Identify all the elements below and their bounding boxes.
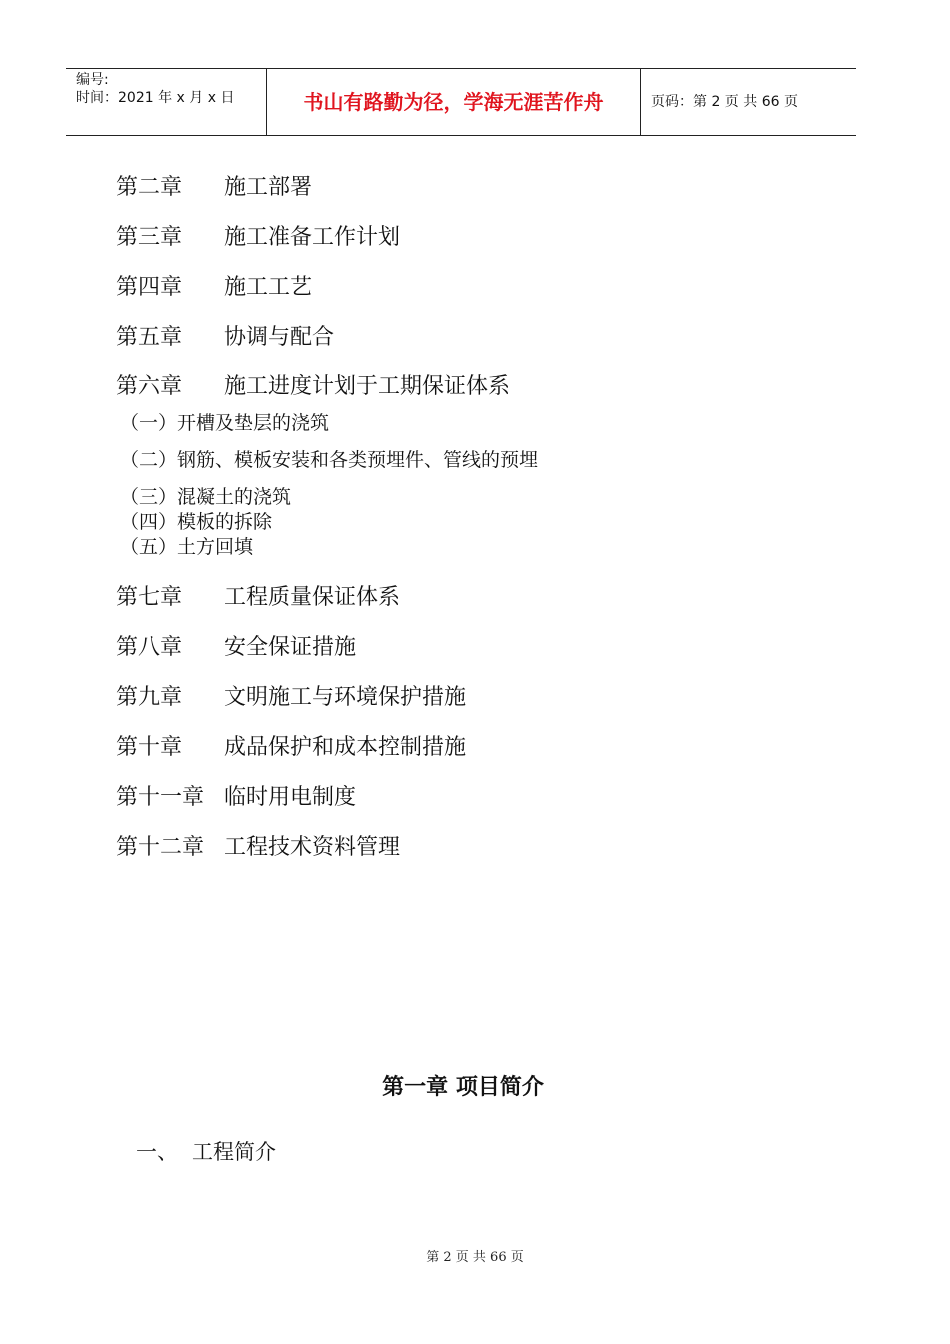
toc-subitem: （一）开槽及垫层的浇筑 <box>120 412 330 434</box>
toc-title: 施工准备工作计划 <box>224 225 401 250</box>
toc-subitem: （二）钢筋、模板安装和各类预埋件、管线的预埋 <box>120 449 539 471</box>
toc-chapter: 第十一章 <box>116 785 205 810</box>
toc-chapter: 第九章 <box>116 685 183 710</box>
toc-chapter: 第三章 <box>116 225 183 250</box>
header-page-info: 页码：第 2 页 共 66 页 <box>651 94 798 110</box>
toc-subitem: （三）混凝土的浇筑 <box>120 486 292 508</box>
time-label: 时间：2021 年 x 月 x 日 <box>76 90 235 106</box>
toc-title: 成品保护和成本控制措施 <box>224 735 467 760</box>
toc-title: 临时用电制度 <box>224 785 357 810</box>
toc-title: 施工进度计划于工期保证体系 <box>224 374 511 399</box>
toc-item <box>116 220 400 251</box>
section-number: 一、 <box>136 1140 178 1164</box>
toc-item <box>116 369 510 400</box>
toc-item <box>116 630 356 661</box>
toc-item <box>116 170 312 201</box>
toc-chapter: 第十二章 <box>116 835 205 860</box>
header-meta <box>66 69 267 135</box>
toc-item <box>116 320 334 351</box>
toc-title: 协调与配合 <box>224 325 335 350</box>
toc-title: 施工部署 <box>224 175 313 200</box>
section-heading <box>136 1136 276 1166</box>
toc-title: 工程质量保证体系 <box>224 585 401 610</box>
section-title: 工程简介 <box>192 1140 276 1164</box>
serial-label: 编号: <box>76 72 109 88</box>
toc-chapter: 第五章 <box>116 325 183 350</box>
chapter-heading: 第一章 项目简介 <box>382 1075 544 1100</box>
toc-title: 文明施工与环境保护措施 <box>224 685 467 710</box>
toc-chapter: 第二章 <box>116 175 183 200</box>
toc-item <box>116 730 466 761</box>
header-motto: 书山有路勤为径，学海无涯苦作舟 <box>267 69 641 135</box>
toc-title: 安全保证措施 <box>224 635 357 660</box>
toc-title: 施工工艺 <box>224 275 313 300</box>
page-header <box>66 68 856 136</box>
toc-item <box>116 780 356 811</box>
toc-item <box>116 680 466 711</box>
page-footer: 第 2 页 共 66 页 <box>426 1250 524 1265</box>
toc-item <box>116 830 400 861</box>
toc-chapter: 第八章 <box>116 635 183 660</box>
toc-chapter: 第十章 <box>116 735 183 760</box>
toc-subitem: （五）土方回填 <box>120 536 254 558</box>
toc-chapter: 第七章 <box>116 585 183 610</box>
toc-item <box>116 580 400 611</box>
toc-item <box>116 270 312 301</box>
toc-subitem: （四）模板的拆除 <box>120 511 273 533</box>
toc-title: 工程技术资料管理 <box>224 835 401 860</box>
toc-chapter: 第四章 <box>116 275 183 300</box>
toc-chapter: 第六章 <box>116 374 183 399</box>
